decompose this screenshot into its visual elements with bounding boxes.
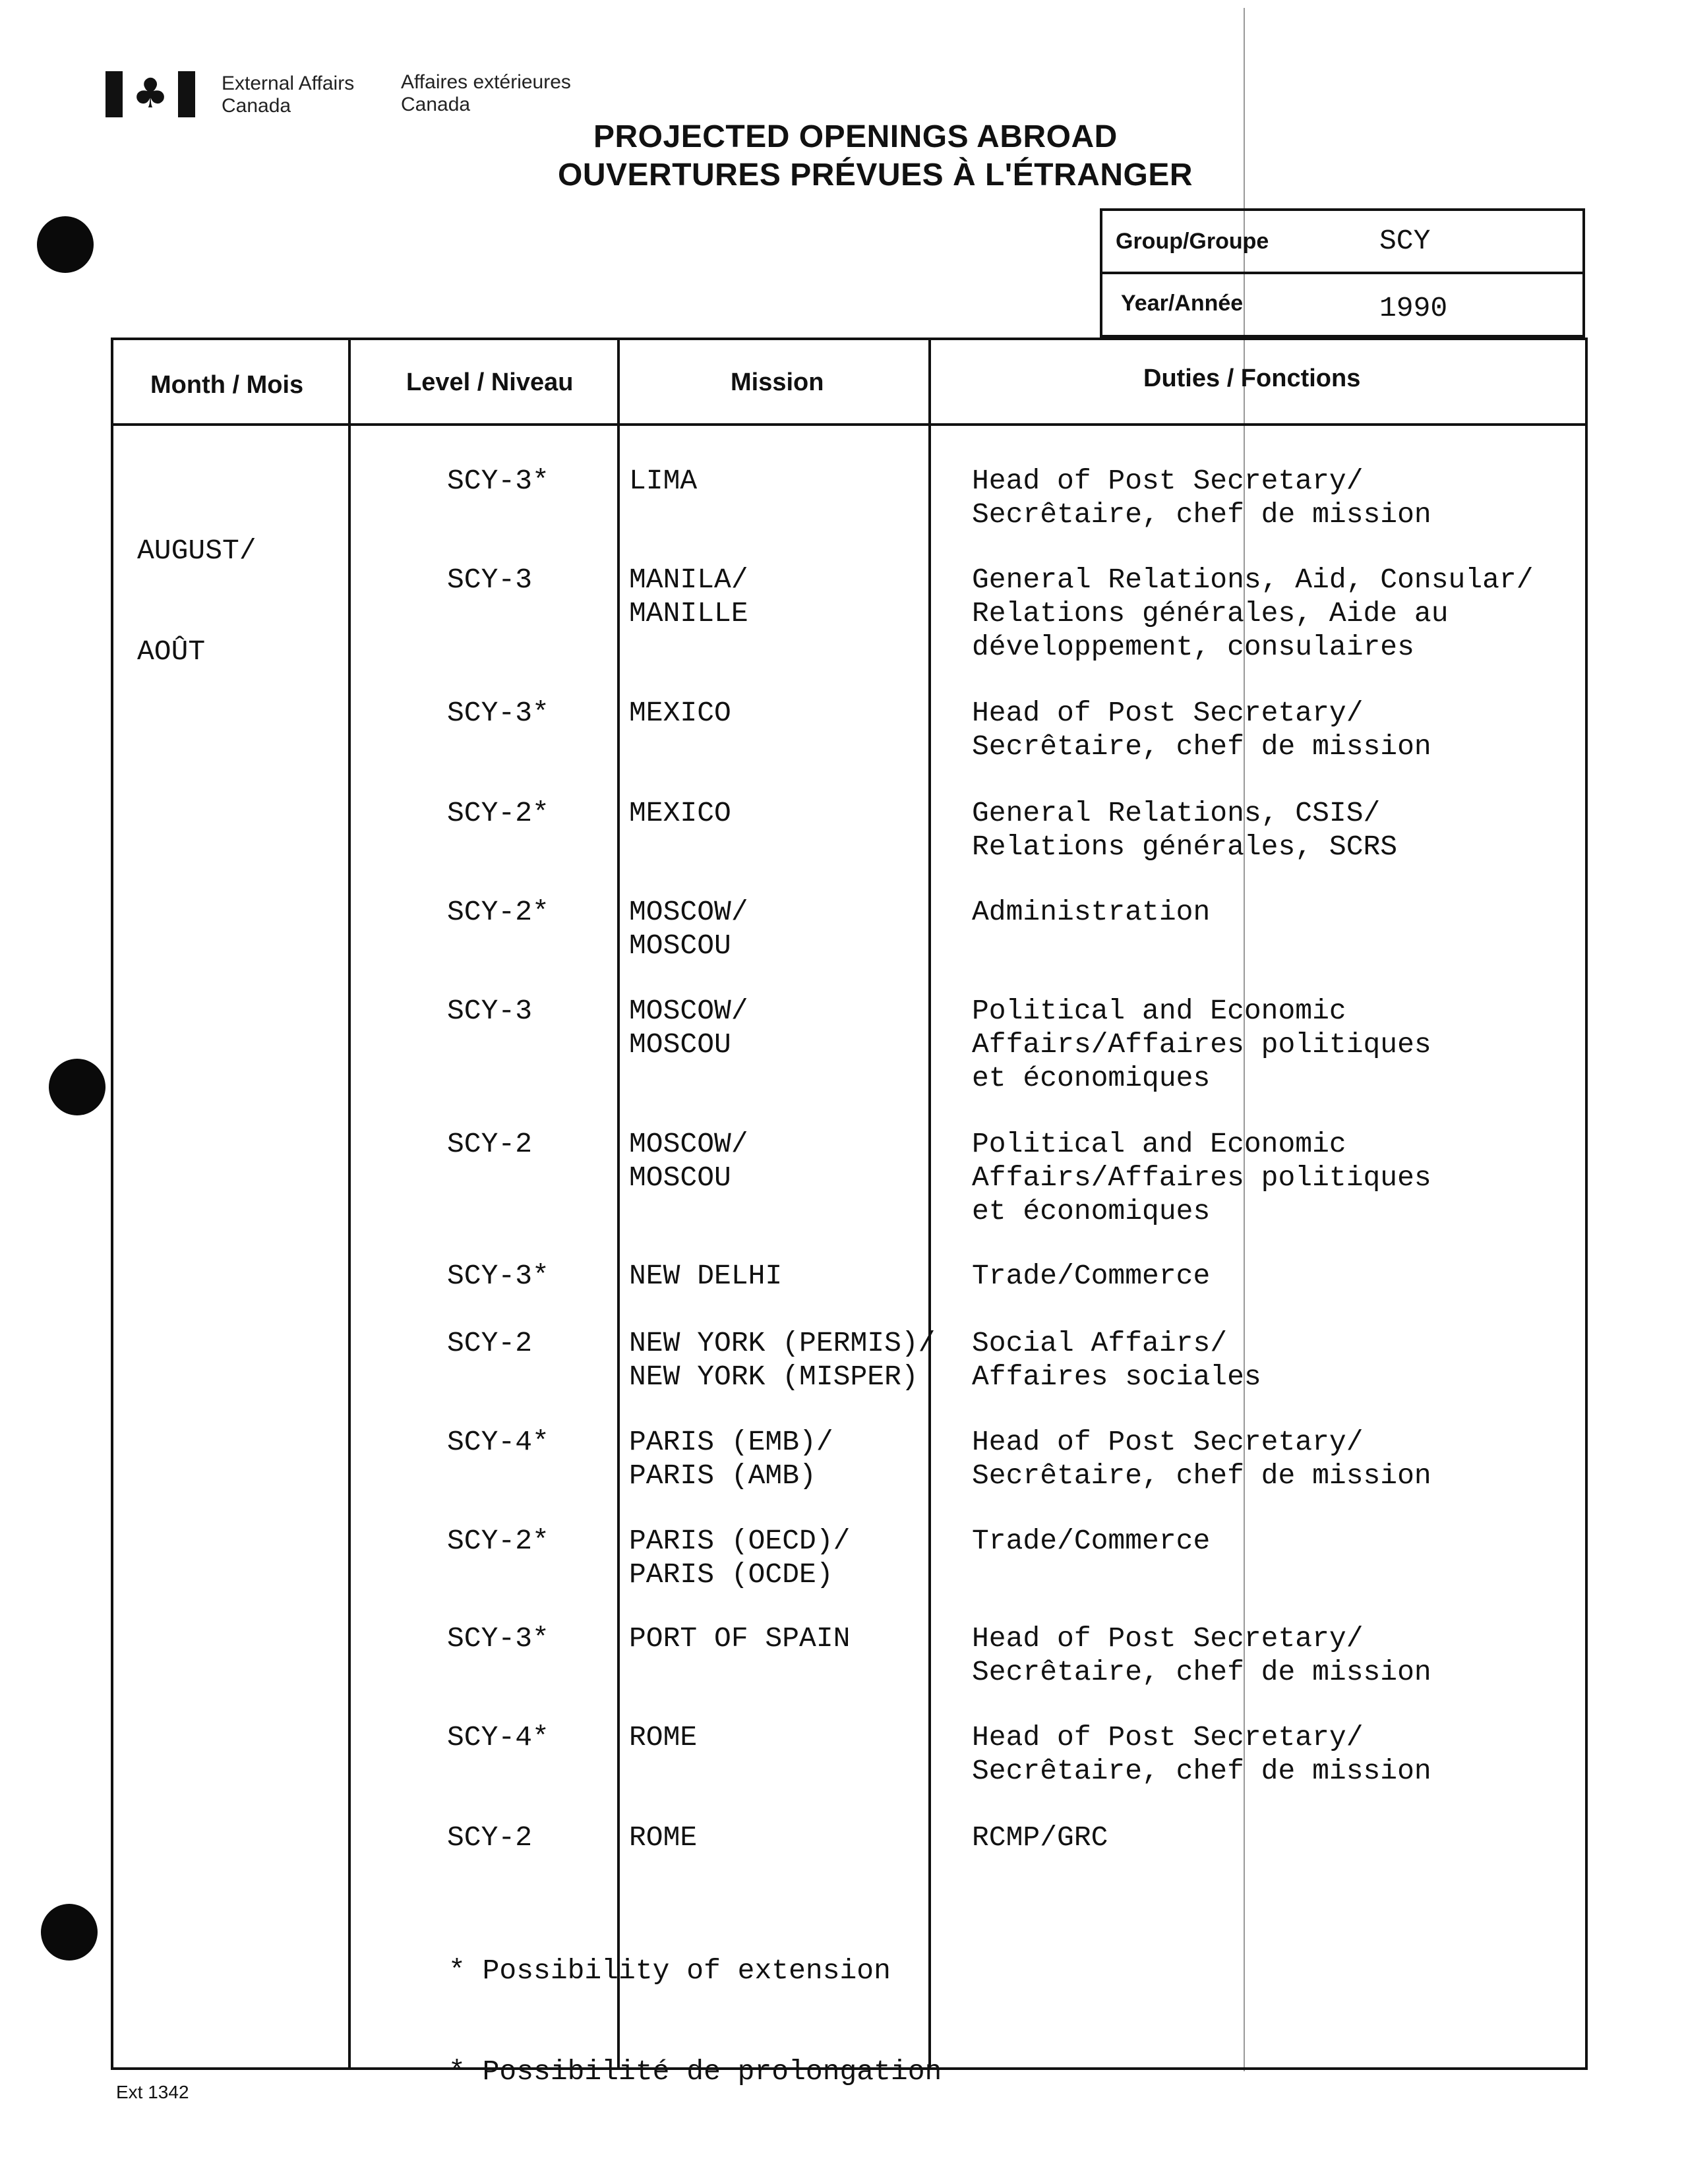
duties-line: Trade/Commerce (972, 1525, 1211, 1557)
duties-cell (972, 1721, 1431, 1788)
dept-en-line: External Affairs (222, 73, 355, 94)
mission-line: MANILA/ (629, 564, 748, 596)
duties-line: Affaires sociales (972, 1361, 1261, 1393)
mission-cell (629, 1721, 697, 1754)
dept-fr-line: Canada (401, 94, 471, 115)
level-cell: SCY-3* (447, 465, 549, 497)
column-divider (348, 338, 351, 2070)
binder-hole (49, 1059, 105, 1115)
mission-cell (629, 1425, 833, 1492)
duties-line: Relations générales, SCRS (972, 831, 1398, 863)
duties-line: Secrêtaire, chef de mission (972, 730, 1431, 763)
mission-line: ROME (629, 1721, 698, 1754)
level-cell: SCY-4* (447, 1426, 549, 1458)
level-cell: SCY-2 (447, 1821, 533, 1854)
duties-line: Secrêtaire, chef de mission (972, 1755, 1431, 1787)
month-line: AUGUST/ (137, 535, 256, 567)
month-line: AOÛT (137, 635, 206, 668)
mission-line: PARIS (AMB) (629, 1460, 816, 1492)
duties-cell (972, 1326, 1261, 1394)
column-header-level: Level / Niveau (406, 369, 574, 396)
duties-line: Affairs/Affaires politiques (972, 1162, 1431, 1194)
duties-cell (972, 1425, 1431, 1492)
duties-cell (972, 563, 1534, 664)
mission-line: MANILLE (629, 597, 748, 630)
mission-line: MOSCOU (629, 1028, 731, 1061)
column-header-duties: Duties / Fonctions (1143, 365, 1361, 392)
duties-cell (972, 796, 1397, 864)
binder-hole (37, 216, 94, 273)
duties-line: Secrêtaire, chef de mission (972, 1656, 1431, 1688)
level-cell: SCY-2 (447, 1327, 533, 1359)
duties-line: et économiques (972, 1195, 1211, 1227)
mission-line: MOSCOU (629, 1162, 731, 1194)
mission-line: PARIS (OCDE) (629, 1558, 833, 1591)
dept-fr-line: Affaires extérieures (401, 71, 571, 93)
level-cell: SCY-2* (447, 1525, 549, 1557)
duties-line: Head of Post Secretary/ (972, 1426, 1364, 1458)
level-cell: SCY-2* (447, 797, 549, 829)
mission-cell (629, 563, 748, 630)
mission-cell (629, 895, 748, 962)
group-label: Group/Groupe (1116, 229, 1269, 254)
duties-line: et économiques (972, 1062, 1211, 1094)
mission-line: PORT OF SPAIN (629, 1622, 851, 1655)
mission-line: MOSCOW/ (629, 1128, 748, 1160)
year-value: 1990 (1379, 292, 1448, 324)
department-name-fr (401, 71, 571, 116)
mission-line: NEW YORK (MISPER) (629, 1361, 918, 1393)
duties-cell (972, 696, 1431, 763)
level-cell: SCY-2 (447, 1128, 533, 1160)
level-cell: SCY-4* (447, 1721, 549, 1754)
mission-cell (629, 1524, 850, 1591)
mission-cell (629, 464, 697, 498)
mission-line: LIMA (629, 465, 698, 497)
page-title-en: PROJECTED OPENINGS ABROAD (593, 119, 1118, 154)
footnote-line: * Possibility of extension (448, 1955, 891, 1987)
mission-line: MOSCOW/ (629, 995, 748, 1027)
duties-line: General Relations, CSIS/ (972, 797, 1381, 829)
duties-line: Political and Economic (972, 995, 1346, 1027)
duties-line: Social Affairs/ (972, 1327, 1228, 1359)
mission-line: MEXICO (629, 797, 731, 829)
duties-line: Affairs/Affaires politiques (972, 1028, 1431, 1061)
mission-line: NEW YORK (PERMIS)/ (629, 1327, 936, 1359)
mission-cell (629, 696, 731, 730)
duties-line: Relations générales, Aide au (972, 597, 1449, 630)
duties-cell (972, 464, 1431, 531)
mission-cell (629, 1259, 782, 1293)
duties-cell (972, 994, 1431, 1095)
column-divider (617, 338, 620, 2070)
duties-line: Political and Economic (972, 1128, 1346, 1160)
level-cell: SCY-3* (447, 1622, 549, 1655)
duties-line: développement, consulaires (972, 631, 1414, 663)
duties-line: General Relations, Aid, Consular/ (972, 564, 1534, 596)
duties-line: Administration (972, 896, 1211, 928)
department-name-en (222, 73, 354, 117)
level-cell: SCY-3* (447, 1260, 549, 1292)
duties-line: Head of Post Secretary/ (972, 1721, 1364, 1754)
mission-cell (629, 1821, 697, 1854)
level-cell: SCY-3* (447, 697, 549, 729)
column-header-month: Month / Mois (150, 371, 304, 399)
year-label: Year/Année (1121, 291, 1244, 316)
duties-line: Head of Post Secretary/ (972, 697, 1364, 729)
duties-line: Head of Post Secretary/ (972, 1622, 1364, 1655)
column-header-mission: Mission (731, 369, 824, 396)
footnote-line: * Possibilité de prolongation (448, 2055, 942, 2088)
mission-cell (629, 796, 731, 830)
duties-cell (972, 1524, 1210, 1558)
mission-cell (629, 1622, 850, 1655)
duties-cell (972, 1821, 1108, 1854)
mission-cell (629, 994, 748, 1061)
duties-cell (972, 1127, 1431, 1228)
form-number: Ext 1342 (116, 2082, 189, 2102)
mission-line: ROME (629, 1821, 698, 1854)
mission-line: PARIS (OECD)/ (629, 1525, 851, 1557)
group-value: SCY (1379, 225, 1431, 257)
mission-line: NEW DELHI (629, 1260, 783, 1292)
mission-cell (629, 1127, 748, 1195)
duties-cell (972, 895, 1210, 929)
month-cell (137, 467, 256, 702)
duties-cell (972, 1259, 1210, 1293)
column-divider (928, 338, 931, 2070)
header-divider (111, 423, 1588, 426)
binder-hole (41, 1904, 98, 1961)
dept-en-line: Canada (222, 95, 291, 117)
level-cell: SCY-2* (447, 896, 549, 928)
duties-line: Secrêtaire, chef de mission (972, 1460, 1431, 1492)
mission-cell (629, 1326, 935, 1394)
footnote (448, 1887, 942, 2122)
mission-line: PARIS (EMB)/ (629, 1426, 833, 1458)
duties-line: RCMP/GRC (972, 1821, 1108, 1854)
canada-flag-icon: ♣ (105, 71, 195, 117)
level-cell: SCY-3 (447, 564, 533, 596)
level-cell: SCY-3 (447, 995, 533, 1027)
duties-line: Trade/Commerce (972, 1260, 1211, 1292)
duties-cell (972, 1622, 1431, 1689)
mission-line: MEXICO (629, 697, 731, 729)
mission-line: MOSCOW/ (629, 896, 748, 928)
duties-line: Secrêtaire, chef de mission (972, 498, 1431, 531)
page-title-fr: OUVERTURES PRÉVUES À L'ÉTRANGER (558, 158, 1193, 192)
mission-line: MOSCOU (629, 930, 731, 962)
duties-line: Head of Post Secretary/ (972, 465, 1364, 497)
